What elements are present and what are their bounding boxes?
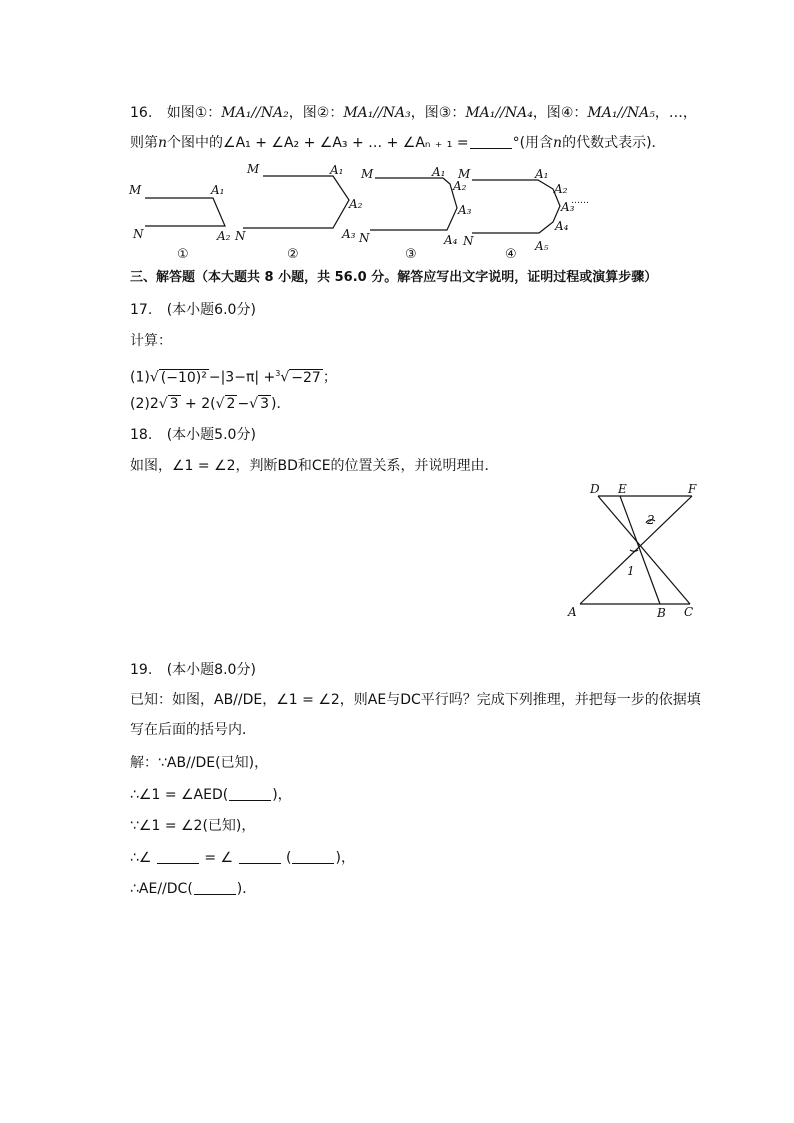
q17-item1-end: ；: [322, 369, 337, 386]
q19-step3-blank1[interactable]: [157, 849, 199, 864]
q19-step1: [130, 785, 292, 805]
q16-colon-4: ：: [573, 105, 588, 121]
q17-header: [130, 300, 256, 320]
q18-score: (本小题5.0分): [166, 427, 256, 443]
fig18-angle-2: 2: [647, 513, 655, 527]
q16-n: n: [158, 135, 168, 151]
q19-header: [130, 660, 256, 680]
fig18-label-A: A: [568, 605, 577, 619]
fig1-caption: ①: [177, 247, 189, 262]
q17-item2-radicand2: 2: [226, 396, 236, 412]
q18-number: 18.: [130, 427, 153, 443]
q17-number: 17.: [130, 302, 153, 318]
fig1-label-M: M: [129, 183, 142, 197]
q19-step3-b: = ∠: [204, 850, 234, 866]
q19-step3-blank3[interactable]: [292, 849, 334, 864]
q17-item1-radicand1: (−10)²: [160, 369, 207, 386]
q16-line2-end: 的代数式表示)．: [562, 135, 666, 151]
fig3-caption: ③: [405, 247, 417, 262]
q16-figure: [125, 158, 605, 266]
q19-number: 19.: [130, 662, 153, 678]
q19-step4-b: )．: [236, 881, 257, 897]
fig4-label-A5: A₅: [535, 239, 549, 253]
q16-fig3-mark: ③: [438, 105, 452, 121]
q19-step0: 解：∵AB//DE(已知)，: [130, 755, 269, 771]
q19-step3: [130, 848, 355, 868]
fig4-label-A4: A₄: [555, 219, 569, 233]
q19-line2: 写在后面的括号内．: [130, 722, 256, 738]
q16-sep-3: ，图: [532, 105, 561, 121]
q18-figure: [560, 478, 710, 623]
q19-step3-c: (: [286, 850, 292, 866]
fig4-label-A3: A₃: [561, 200, 575, 214]
fig4-label-M: M: [458, 167, 471, 181]
q19-step3-d: )，: [335, 850, 355, 866]
q17-item2-radicand3: 3: [260, 396, 270, 412]
q16-rel4: MA₁//NA₅: [587, 105, 655, 121]
fig3-label-N: N: [359, 231, 370, 245]
cube-root-icon: √: [280, 369, 290, 386]
q19-step3-a: ∴∠: [130, 850, 152, 866]
q19-step2: ∵∠1 = ∠2(已知)，: [130, 818, 256, 834]
q16-rel1: MA₁//NA₂: [221, 105, 289, 121]
q17-item1-label: (1): [130, 369, 150, 386]
fig3-label-M: M: [361, 167, 374, 181]
q16-rel3: MA₁//NA₄: [465, 105, 533, 121]
sqrt-icon: √: [158, 396, 168, 412]
q17-item2-minus: −: [237, 396, 250, 412]
q16-colon-1: ：: [207, 105, 222, 121]
fig1-label-A2: A₂: [217, 229, 231, 243]
q17-score: (本小题6.0分): [166, 302, 256, 318]
q18-text: 如图，∠1 = ∠2，判断BD和CE的位置关系，并说明理由．: [130, 458, 499, 474]
fig18-label-B: B: [657, 606, 666, 620]
q16-angle-sum: 个图中的∠A₁ + ∠A₂ + ∠A₃ + … + ∠Aₙ ₊ ₁ =: [167, 135, 469, 151]
sqrt-icon: √: [215, 396, 225, 412]
fig2-label-A2: A₂: [349, 197, 363, 211]
fig3-label-A4: A₄: [444, 233, 458, 247]
fig18-angle-1: 1: [627, 564, 635, 578]
q16-colon-3: ：: [451, 105, 466, 121]
q17-item2-radicand1: 3: [169, 396, 179, 412]
fig2-label-M: M: [247, 162, 260, 176]
q19-score: (本小题8.0分): [166, 662, 256, 678]
fig1-label-A1: A₁: [211, 183, 225, 197]
fig18-label-F: F: [688, 482, 697, 496]
q17-item2-end: )．: [271, 396, 291, 412]
fig4-label-A2: A₂: [554, 182, 568, 196]
q16-line1: [130, 103, 697, 123]
fig2-label-A1: A₁: [330, 163, 344, 177]
q17-instruction: 计算：: [130, 333, 172, 349]
fig18-label-E: E: [618, 482, 627, 496]
q16-line2-after: °(用含: [512, 135, 554, 151]
fig2-caption: ②: [287, 247, 299, 262]
q17-item2-mid: + 2(: [180, 396, 216, 412]
fig3-label-A2: A₂: [453, 179, 467, 193]
q16-line2-prefix: 则第: [130, 135, 158, 151]
fig18-label-D: D: [590, 482, 600, 496]
q19-step4-a: ∴AE//DC(: [130, 881, 193, 897]
fig18-label-C: C: [684, 605, 694, 619]
fig3-label-A3: A₃: [458, 203, 472, 217]
q16-number: 16.: [130, 105, 153, 121]
q16-rel2: MA₁//NA₃: [343, 105, 411, 121]
fig3-label-A1: A₁: [432, 165, 446, 179]
q17-item1-radicand2: −27: [291, 369, 321, 386]
q16-tail: ，…，: [654, 105, 697, 121]
q17-item1-root-index: 3: [275, 369, 281, 378]
q19-step4: [130, 879, 256, 899]
q19-step1-blank[interactable]: [229, 786, 271, 801]
q16-fig2-mark: ②: [316, 105, 330, 121]
q16-prefix: 如图: [166, 105, 195, 121]
q16-n2: n: [553, 135, 563, 151]
sqrt-icon: √: [149, 369, 159, 386]
fig2-label-N: N: [235, 229, 246, 243]
q16-sep-2: ，图: [410, 105, 439, 121]
fig4-label-A1: A₁: [535, 167, 549, 181]
sqrt-icon: √: [249, 396, 259, 412]
q16-line2: [130, 133, 666, 153]
q16-colon-2: ：: [329, 105, 344, 121]
q18-header: [130, 425, 256, 445]
q17-item1: [130, 364, 337, 388]
q19-step3-blank2[interactable]: [239, 849, 281, 864]
fig1-label-N: N: [133, 227, 144, 241]
q16-answer-blank[interactable]: [470, 134, 512, 149]
q17-item2: [130, 394, 290, 414]
fig4-dots: ……: [571, 196, 589, 206]
fig4-caption: ④: [505, 247, 517, 262]
q16-fig4-mark: ④: [560, 105, 574, 121]
fig2-label-A3: A₃: [342, 227, 356, 241]
section3-title: 三、解答题（本大题共 8 小题，共 56.0 分。解答应写出文字说明，证明过程或演算步骤）: [130, 270, 658, 285]
q17-item2-label: (2)2: [130, 396, 159, 412]
q16-fig1-mark: ①: [194, 105, 208, 121]
fig4-label-N: N: [463, 234, 474, 248]
q17-item1-mid: −|3−π| +: [208, 369, 276, 386]
q19-step1-b: )，: [272, 787, 292, 803]
q19-step4-blank[interactable]: [194, 880, 236, 895]
q19-line1: 已知：如图，AB//DE，∠1 = ∠2，则AE与DC平行吗？完成下列推理，并把每一步的依据填: [130, 692, 701, 708]
q19-step1-a: ∴∠1 = ∠AED(: [130, 787, 229, 803]
q16-sep-1: ，图: [288, 105, 317, 121]
